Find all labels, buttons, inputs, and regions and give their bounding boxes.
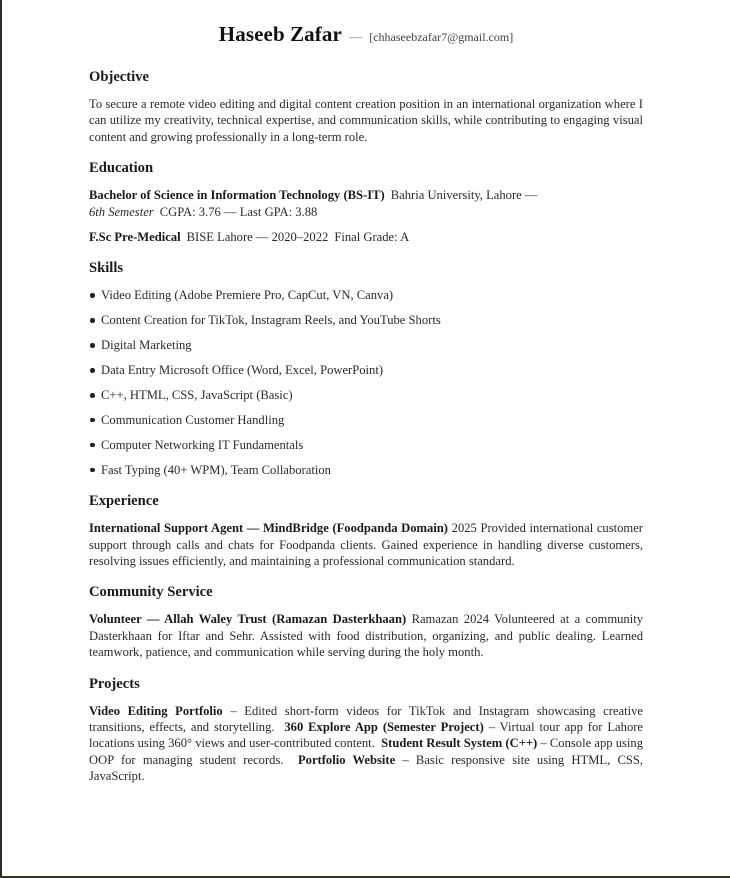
degree-title: F.Sc Pre-Medical	[89, 230, 181, 245]
cgpa: CGPA: 3.76	[159, 204, 221, 219]
final-grade: Final Grade: A	[334, 230, 410, 245]
semester: 6th Semester	[89, 204, 154, 219]
project-description: – Edited short-form videos for TikTok and Instagram showcasing creative transitions, effects, and storytelling.	[89, 703, 643, 735]
experience-year: 2025	[451, 521, 477, 536]
degree-title: Bachelor of Science in Information Technology (BS-IT)	[89, 188, 385, 203]
projects-section	[89, 675, 643, 785]
last-gpa: Last GPA: 3.88	[239, 204, 318, 219]
skill-item: C++, HTML, CSS, JavaScript (Basic)	[89, 387, 643, 403]
gpa-separator: —	[223, 204, 237, 219]
skill-item: Communication Customer Handling	[89, 412, 643, 428]
experience-role: International Support Agent — MindBridge (Foodpanda Domain)	[89, 521, 449, 536]
institution: Bahria University, Lahore —	[390, 188, 538, 203]
education-entry	[89, 187, 643, 220]
experience-description: Provided international customer support through calls and chats for Foodpanda clients. Gained experience in handling diverse customers, resolving issues efficiently, and maintaining a professional communication standard.	[89, 521, 643, 568]
candidate-email[interactable]: [chhaseebzafar7@gmail.com]	[369, 30, 514, 44]
skill-item: Video Editing (Adobe Premiere Pro, CapCut, VN, Canva)	[89, 287, 643, 303]
resume-header	[89, 22, 643, 52]
objective-heading: Objective	[89, 69, 149, 85]
objective-section	[89, 68, 643, 145]
education-section	[89, 159, 643, 245]
experience-heading: Experience	[89, 493, 159, 510]
project-description: – Virtual tour app for Lahore locations using 360° views and user-contributed content.	[89, 720, 644, 751]
projects-text	[89, 703, 643, 785]
objective-text: To secure a remote video editing and digital content creation position in an international organization where I can utilize my creativity, technical expertise, and communication skills, while contributing to engaging visual content and growing professionally in a long-term role.	[89, 97, 643, 144]
education-heading: Education	[89, 160, 154, 177]
community-service-section	[89, 583, 643, 660]
project-name: Portfolio Website	[297, 752, 396, 767]
skill-item: Data Entry Microsoft Office (Word, Excel, PowerPoint)	[89, 362, 643, 378]
community-description: Volunteered at a community Dasterkhaan for Iftar and Sehr. Assisted with food distribution, organizing, and public dealing. Learned teamwork, patience, and communication while serving during the holy month.	[89, 612, 644, 660]
skill-item: Fast Typing (40+ WPM), Team Collaboration	[89, 462, 643, 478]
skill-item: Digital Marketing	[89, 337, 643, 353]
project-name: 360 Explore App (Semester Project)	[284, 720, 484, 735]
project-description: – Console app using OOP for managing student records.	[89, 736, 644, 767]
resume-page	[89, 22, 644, 785]
candidate-name: Haseeb Zafar	[218, 22, 342, 46]
community-period: Ramazan 2024	[411, 612, 489, 627]
community-service-entry	[89, 611, 643, 660]
project-description: – Basic responsive site using HTML, CSS, JavaScript.	[89, 752, 644, 784]
project-name: Video Editing Portfolio	[89, 703, 223, 718]
header-separator: —	[349, 29, 363, 44]
skills-heading: Skills	[89, 260, 124, 277]
skill-item: Computer Networking IT Fundamentals	[89, 437, 643, 453]
skills-list	[89, 287, 643, 478]
experience-entry	[89, 520, 643, 569]
institution: BISE Lahore — 2020–2022	[186, 230, 329, 245]
projects-heading: Projects	[89, 675, 140, 692]
project-name: Student Result System (C++)	[381, 736, 538, 751]
community-service-heading: Community Service	[89, 584, 213, 601]
window-left-border	[0, 0, 2, 878]
community-role: Volunteer — Allah Waley Trust (Ramazan Dasterkhaan)	[89, 612, 407, 627]
experience-section	[89, 492, 643, 569]
skills-section	[89, 259, 643, 478]
skill-item: Content Creation for TikTok, Instagram Reels, and YouTube Shorts	[89, 312, 643, 328]
education-entry	[89, 229, 643, 245]
